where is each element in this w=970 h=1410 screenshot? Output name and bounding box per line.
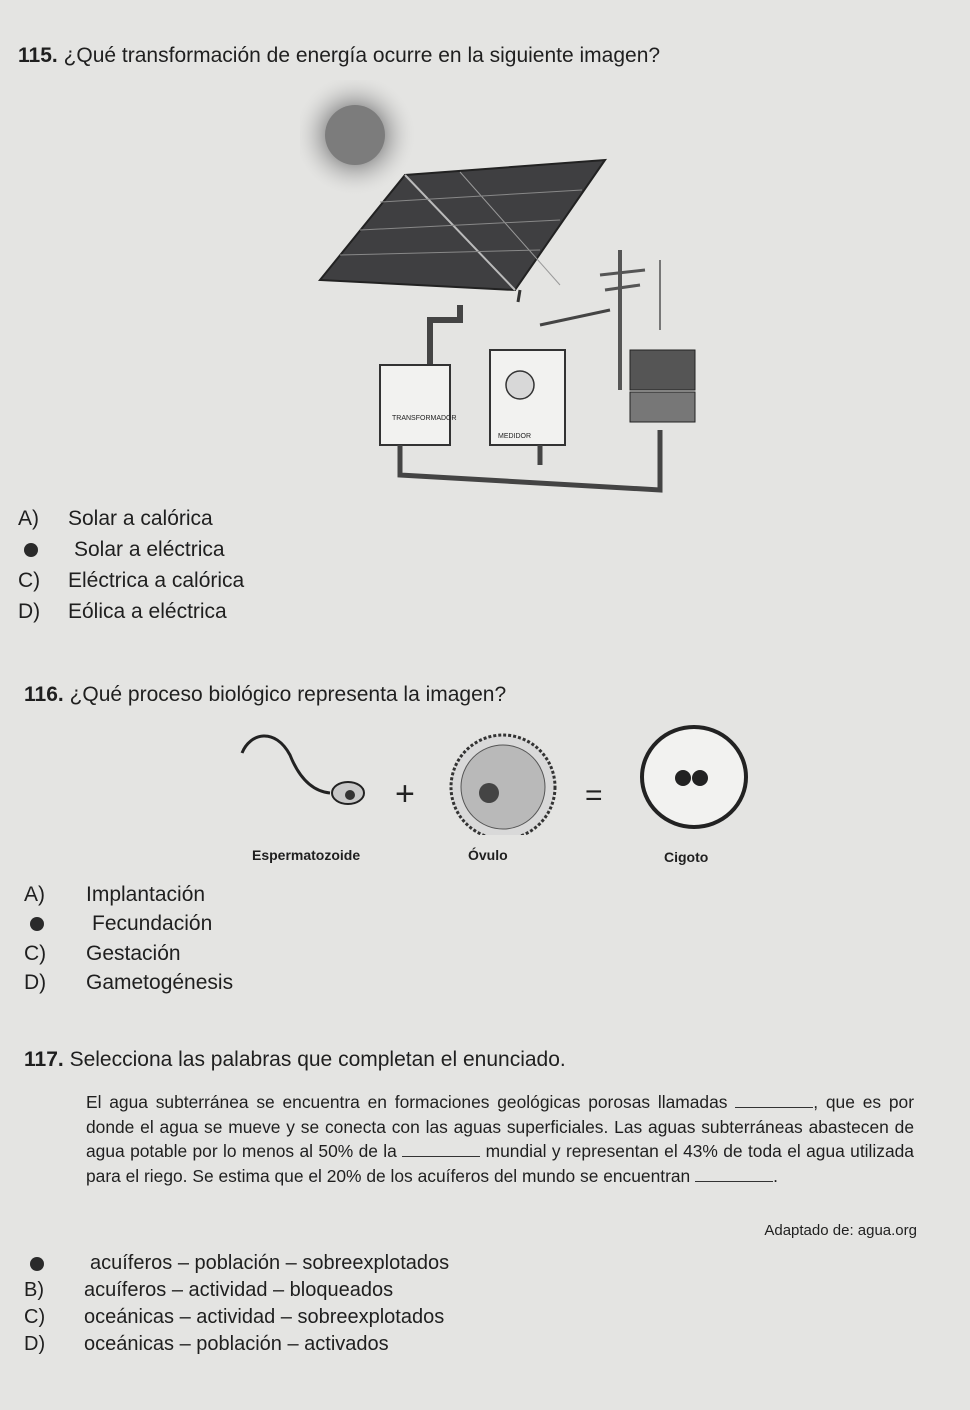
sperm-icon [242,736,364,804]
question-116-title: 116. ¿Qué proceso biológico representa la imagen? [24,683,507,706]
fertilization-diagram [230,725,770,835]
option-115-a[interactable]: A) Solar a calórica [18,506,213,530]
zygote-icon [642,727,746,827]
option-116-c[interactable]: C) Gestación [24,941,181,965]
option-115-d[interactable]: D) Eólica a eléctrica [18,599,227,623]
option-115-c[interactable]: C) Eléctrica a calórica [18,568,245,592]
caption-zygote: Cigoto [664,849,709,865]
caption-sperm: Espermatozoide [252,847,361,863]
inverter-box [380,365,457,445]
svg-text:MEDIDOR: MEDIDOR [498,433,532,440]
blank-2 [402,1142,480,1157]
sun-icon [300,80,417,197]
question-117-passage: El agua subterránea se encuentra en formaciones geológicas porosas llamadas , que es por donde el agua se mueve y se conecta con las aguas superficiales. Las aguas subterráneas abastecen de agua potable por lo menos al 50% de la mundial y representan el 43% de toda el agua utilizada para el riego. Se estima que el 20% de los acuíferos del mundo se encuentran . [86,1092,914,1186]
plus-sign: + [395,775,415,813]
option-117-d[interactable]: D) oceánicas – población – activados [24,1333,389,1355]
option-117-a[interactable]: acuíferos – población – sobreexplotados [24,1250,449,1277]
caption-ovum: Óvulo [468,847,508,863]
selected-answer-mark [30,917,44,931]
meter-box [490,350,565,445]
options-116 [24,880,233,998]
question-115-title: 115. ¿Qué transformación de energía ocurre en la siguiente imagen? [18,44,661,67]
selected-answer-mark [30,1257,44,1271]
option-117-c[interactable]: C) oceánicas – actividad – sobreexplotados [24,1306,445,1328]
svg-text:TRANSFORMADOR: TRANSFORMADOR [392,415,457,422]
option-117-b[interactable]: B) acuíferos – actividad – bloqueados [24,1279,394,1301]
options-115 [18,503,244,627]
power-outlets [630,350,695,422]
option-115-b[interactable]: Solar a eléctrica [18,534,244,565]
option-116-a[interactable]: A) Implantación [24,882,206,906]
option-116-b[interactable]: Fecundación [24,910,233,940]
question-117-title: 117. Selecciona las palabras que completan el enunciado. [24,1048,566,1071]
equals-sign: = [585,779,603,812]
blank-1 [735,1093,813,1108]
selected-answer-mark [24,543,38,557]
solar-system-illustration [300,80,720,500]
blank-3 [695,1167,773,1182]
option-116-d[interactable]: D) Gametogénesis [24,971,234,995]
source-note: Adaptado de: agua.org [764,1222,917,1239]
ovum-icon [451,735,555,835]
options-117 [24,1250,449,1358]
